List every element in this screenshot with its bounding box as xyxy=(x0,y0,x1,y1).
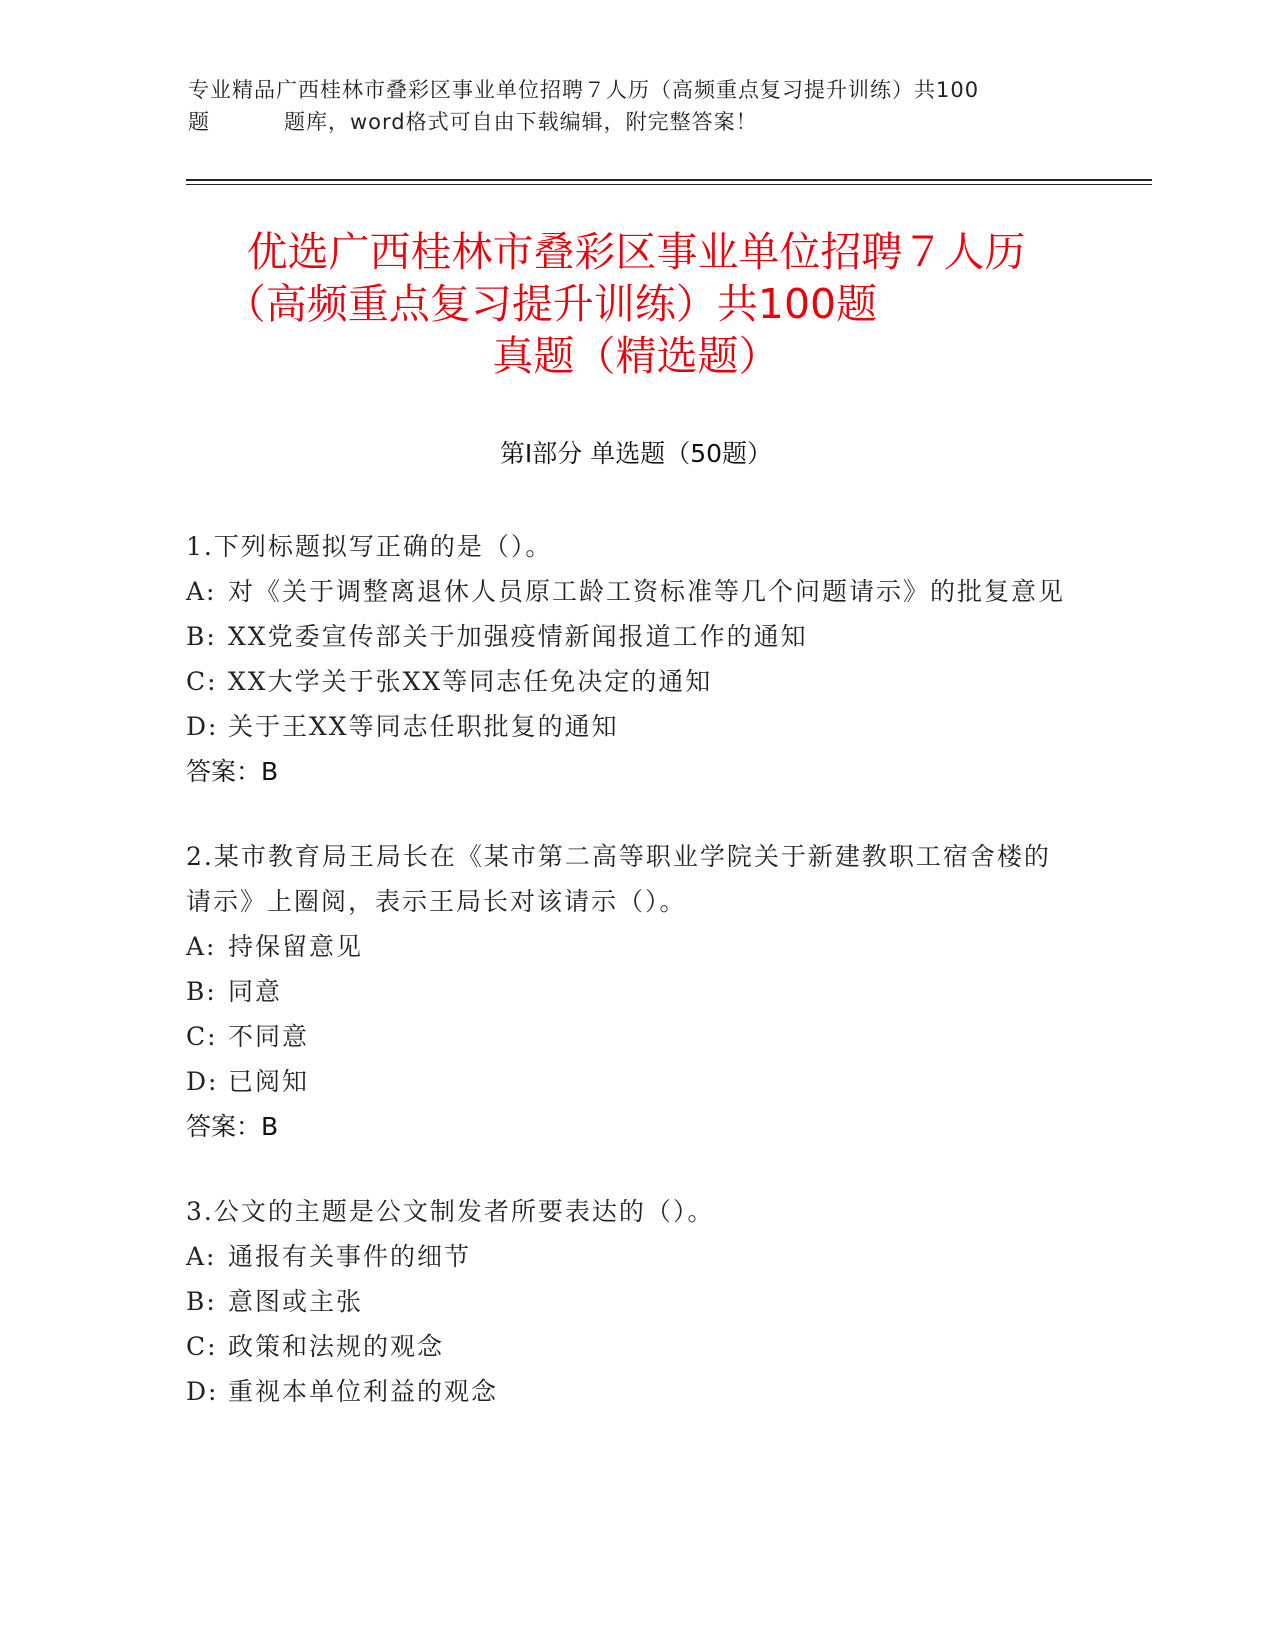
option-a xyxy=(186,1234,1066,1279)
document-title-line3: 真题（精选题） xyxy=(492,332,780,380)
option-c xyxy=(186,1014,1066,1059)
option-c xyxy=(186,1324,1066,1369)
option-text: 对《关于调整离退休人员原工龄工资标准等几个问题请示》的批复意见 xyxy=(228,577,1066,606)
option-text: 持保留意见 xyxy=(228,932,364,961)
option-c xyxy=(186,659,1066,704)
option-b xyxy=(186,614,1066,659)
header-note-line2-right: 题库，word格式可自由下载编辑，附完整答案！ xyxy=(284,110,758,134)
option-text: 已阅知 xyxy=(228,1067,310,1096)
option-label: C: xyxy=(186,667,218,696)
section-title: 第Ⅰ部分 单选题（50题） xyxy=(499,439,773,468)
header-rule-thin xyxy=(186,184,1152,185)
answer: 答案：B xyxy=(186,757,279,786)
question-3 xyxy=(186,1189,1066,1414)
option-text: 重视本单位利益的观念 xyxy=(228,1377,499,1406)
option-label: B: xyxy=(186,977,217,1006)
option-text: XX大学关于张XX等同志任免决定的通知 xyxy=(228,667,713,696)
option-text: 关于王XX等同志任职批复的通知 xyxy=(228,712,619,741)
option-label: C: xyxy=(186,1332,218,1361)
option-label: A: xyxy=(186,1242,217,1271)
option-label: A: xyxy=(186,577,217,606)
question-stem: 3.公文的主题是公文制发者所要表达的（）。 xyxy=(186,1197,715,1226)
option-label: D: xyxy=(186,1377,219,1406)
header-note-line2 xyxy=(188,106,1088,138)
header-note-line1: 专业精品广西桂林市叠彩区事业单位招聘７人历（高频重点复习提升训练）共100 xyxy=(188,78,980,102)
document-title-line1: 优选广西桂林市叠彩区事业单位招聘７人历 xyxy=(246,228,1026,276)
question-stem: 2.某市教育局王局长在《某市第二高等职业学院关于新建教职工宿舍楼的请示》上圈阅，表示王局长对该请示（）。 xyxy=(186,842,1051,916)
header-note xyxy=(188,74,1088,138)
option-d xyxy=(186,1369,1066,1414)
option-b xyxy=(186,1279,1066,1324)
option-label: D: xyxy=(186,1067,219,1096)
answer: 答案：B xyxy=(186,1112,279,1141)
question-2 xyxy=(186,834,1066,1149)
option-text: 意图或主张 xyxy=(228,1287,364,1316)
option-a xyxy=(186,569,1066,614)
option-a xyxy=(186,924,1066,969)
document-title xyxy=(186,226,1086,382)
option-b xyxy=(186,969,1066,1014)
option-label: C: xyxy=(186,1022,218,1051)
document-title-line2: （高频重点复习提升训练）共100题 xyxy=(224,280,878,328)
header-note-line2-left: 题 xyxy=(188,110,210,134)
question-list xyxy=(186,524,1066,1454)
option-label: A: xyxy=(186,932,217,961)
option-d xyxy=(186,1059,1066,1104)
header-rule-thick xyxy=(186,179,1152,181)
option-text: XX党委宣传部关于加强疫情新闻报道工作的通知 xyxy=(228,622,808,651)
question-1 xyxy=(186,524,1066,794)
option-text: 不同意 xyxy=(228,1022,310,1051)
option-label: B: xyxy=(186,622,217,651)
option-text: 同意 xyxy=(228,977,283,1006)
option-text: 通报有关事件的细节 xyxy=(228,1242,472,1271)
option-label: D: xyxy=(186,712,219,741)
question-stem: 1.下列标题拟写正确的是（）。 xyxy=(186,532,553,561)
option-label: B: xyxy=(186,1287,217,1316)
option-text: 政策和法规的观念 xyxy=(228,1332,445,1361)
option-d xyxy=(186,704,1066,749)
